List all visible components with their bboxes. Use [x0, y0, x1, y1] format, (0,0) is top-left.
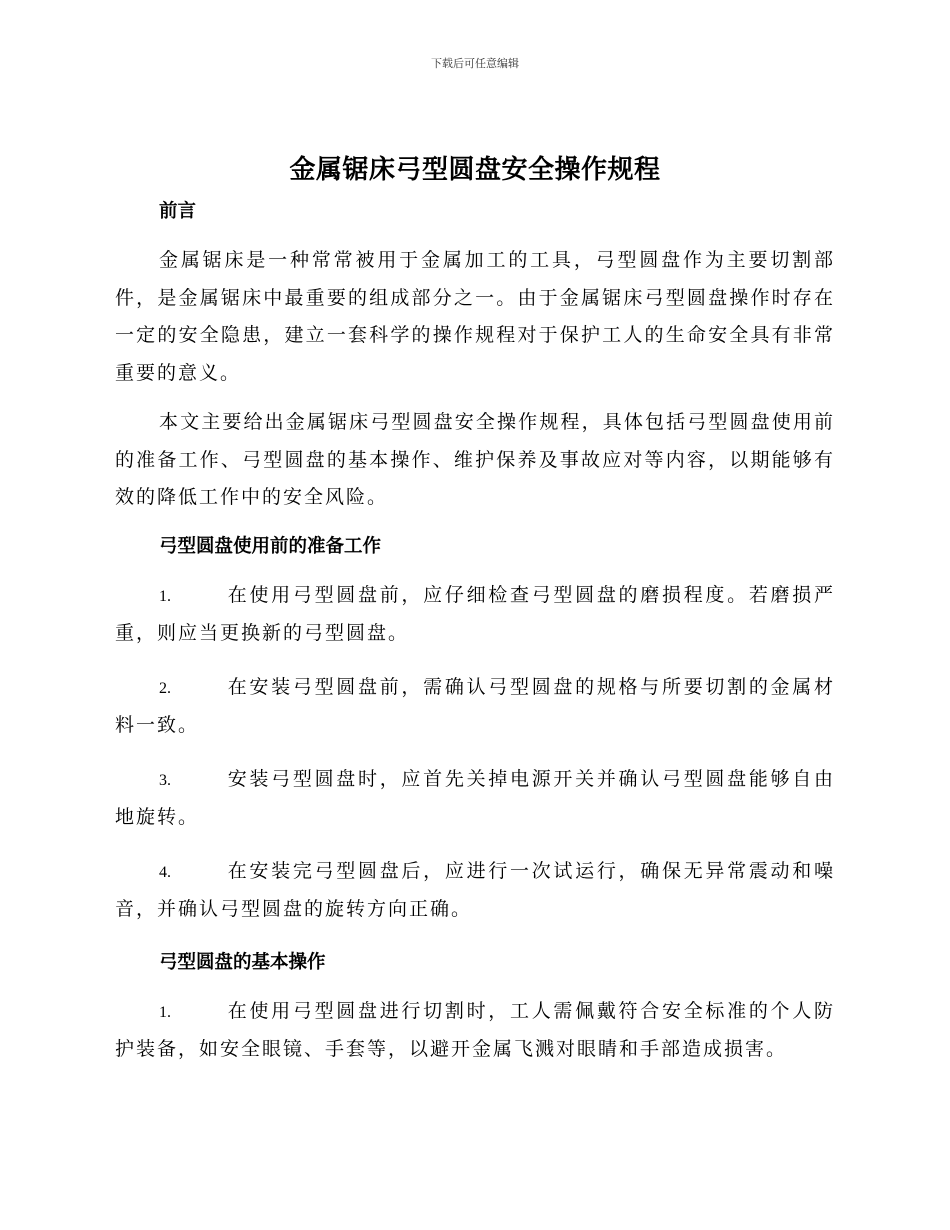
preface-paragraph: 本文主要给出金属锯床弓型圆盘安全操作规程，具体包括弓型圆盘使用前的准备工作、弓型圆盘的基本操作、维护保养及事故应对等内容，以期能够有效的降低工作中的安全风险。 — [115, 411, 835, 508]
list-item — [115, 853, 835, 929]
list-item-number: 2. — [159, 679, 171, 697]
list-item — [115, 761, 835, 837]
list-item-number: 4. — [159, 863, 171, 881]
list-item-text: 在安装弓型圆盘前，需确认弓型圆盘的规格与所要切割的金属材料一致。 — [115, 675, 835, 736]
section-heading-preparation: 弓型圆盘使用前的准备工作 — [159, 535, 382, 557]
document-body — [115, 150, 835, 1085]
list-item-text: 在使用弓型圆盘进行切割时，工人需佩戴符合安全标准的个人防护装备，如安全眼镜、手套等，以避开金属飞溅对眼睛和手部造成损害。 — [115, 999, 835, 1060]
list-item-text: 在安装完弓型圆盘后，应进行一次试运行，确保无异常震动和噪音，并确认弓型圆盘的旋转方向正确。 — [115, 859, 835, 920]
list-item — [115, 993, 835, 1069]
list-item-text: 在使用弓型圆盘前，应仔细检查弓型圆盘的磨损程度。若磨损严重，则应当更换新的弓型圆盘。 — [115, 583, 835, 644]
list-item — [115, 577, 835, 653]
section-heading-operation: 弓型圆盘的基本操作 — [159, 951, 326, 973]
list-item-number: 1. — [159, 587, 171, 605]
preface-paragraph: 金属锯床是一种常常被用于金属加工的工具，弓型圆盘作为主要切割部件，是金属锯床中最重要的组成部分之一。由于金属锯床弓型圆盘操作时存在一定的安全隐患，建立一套科学的操作规程对于保护工人的生命安全具有非常重要的意义。 — [115, 249, 835, 384]
list-item-text: 安装弓型圆盘时，应首先关掉电源开关并确认弓型圆盘能够自由地旋转。 — [115, 767, 835, 828]
section-heading-preface: 前言 — [159, 201, 197, 222]
document-title: 金属锯床弓型圆盘安全操作规程 — [289, 155, 661, 185]
list-item — [115, 669, 835, 745]
header-note: 下载后可任意编辑 — [431, 57, 519, 70]
list-item-number: 3. — [159, 771, 171, 789]
list-item-number: 1. — [159, 1003, 171, 1021]
